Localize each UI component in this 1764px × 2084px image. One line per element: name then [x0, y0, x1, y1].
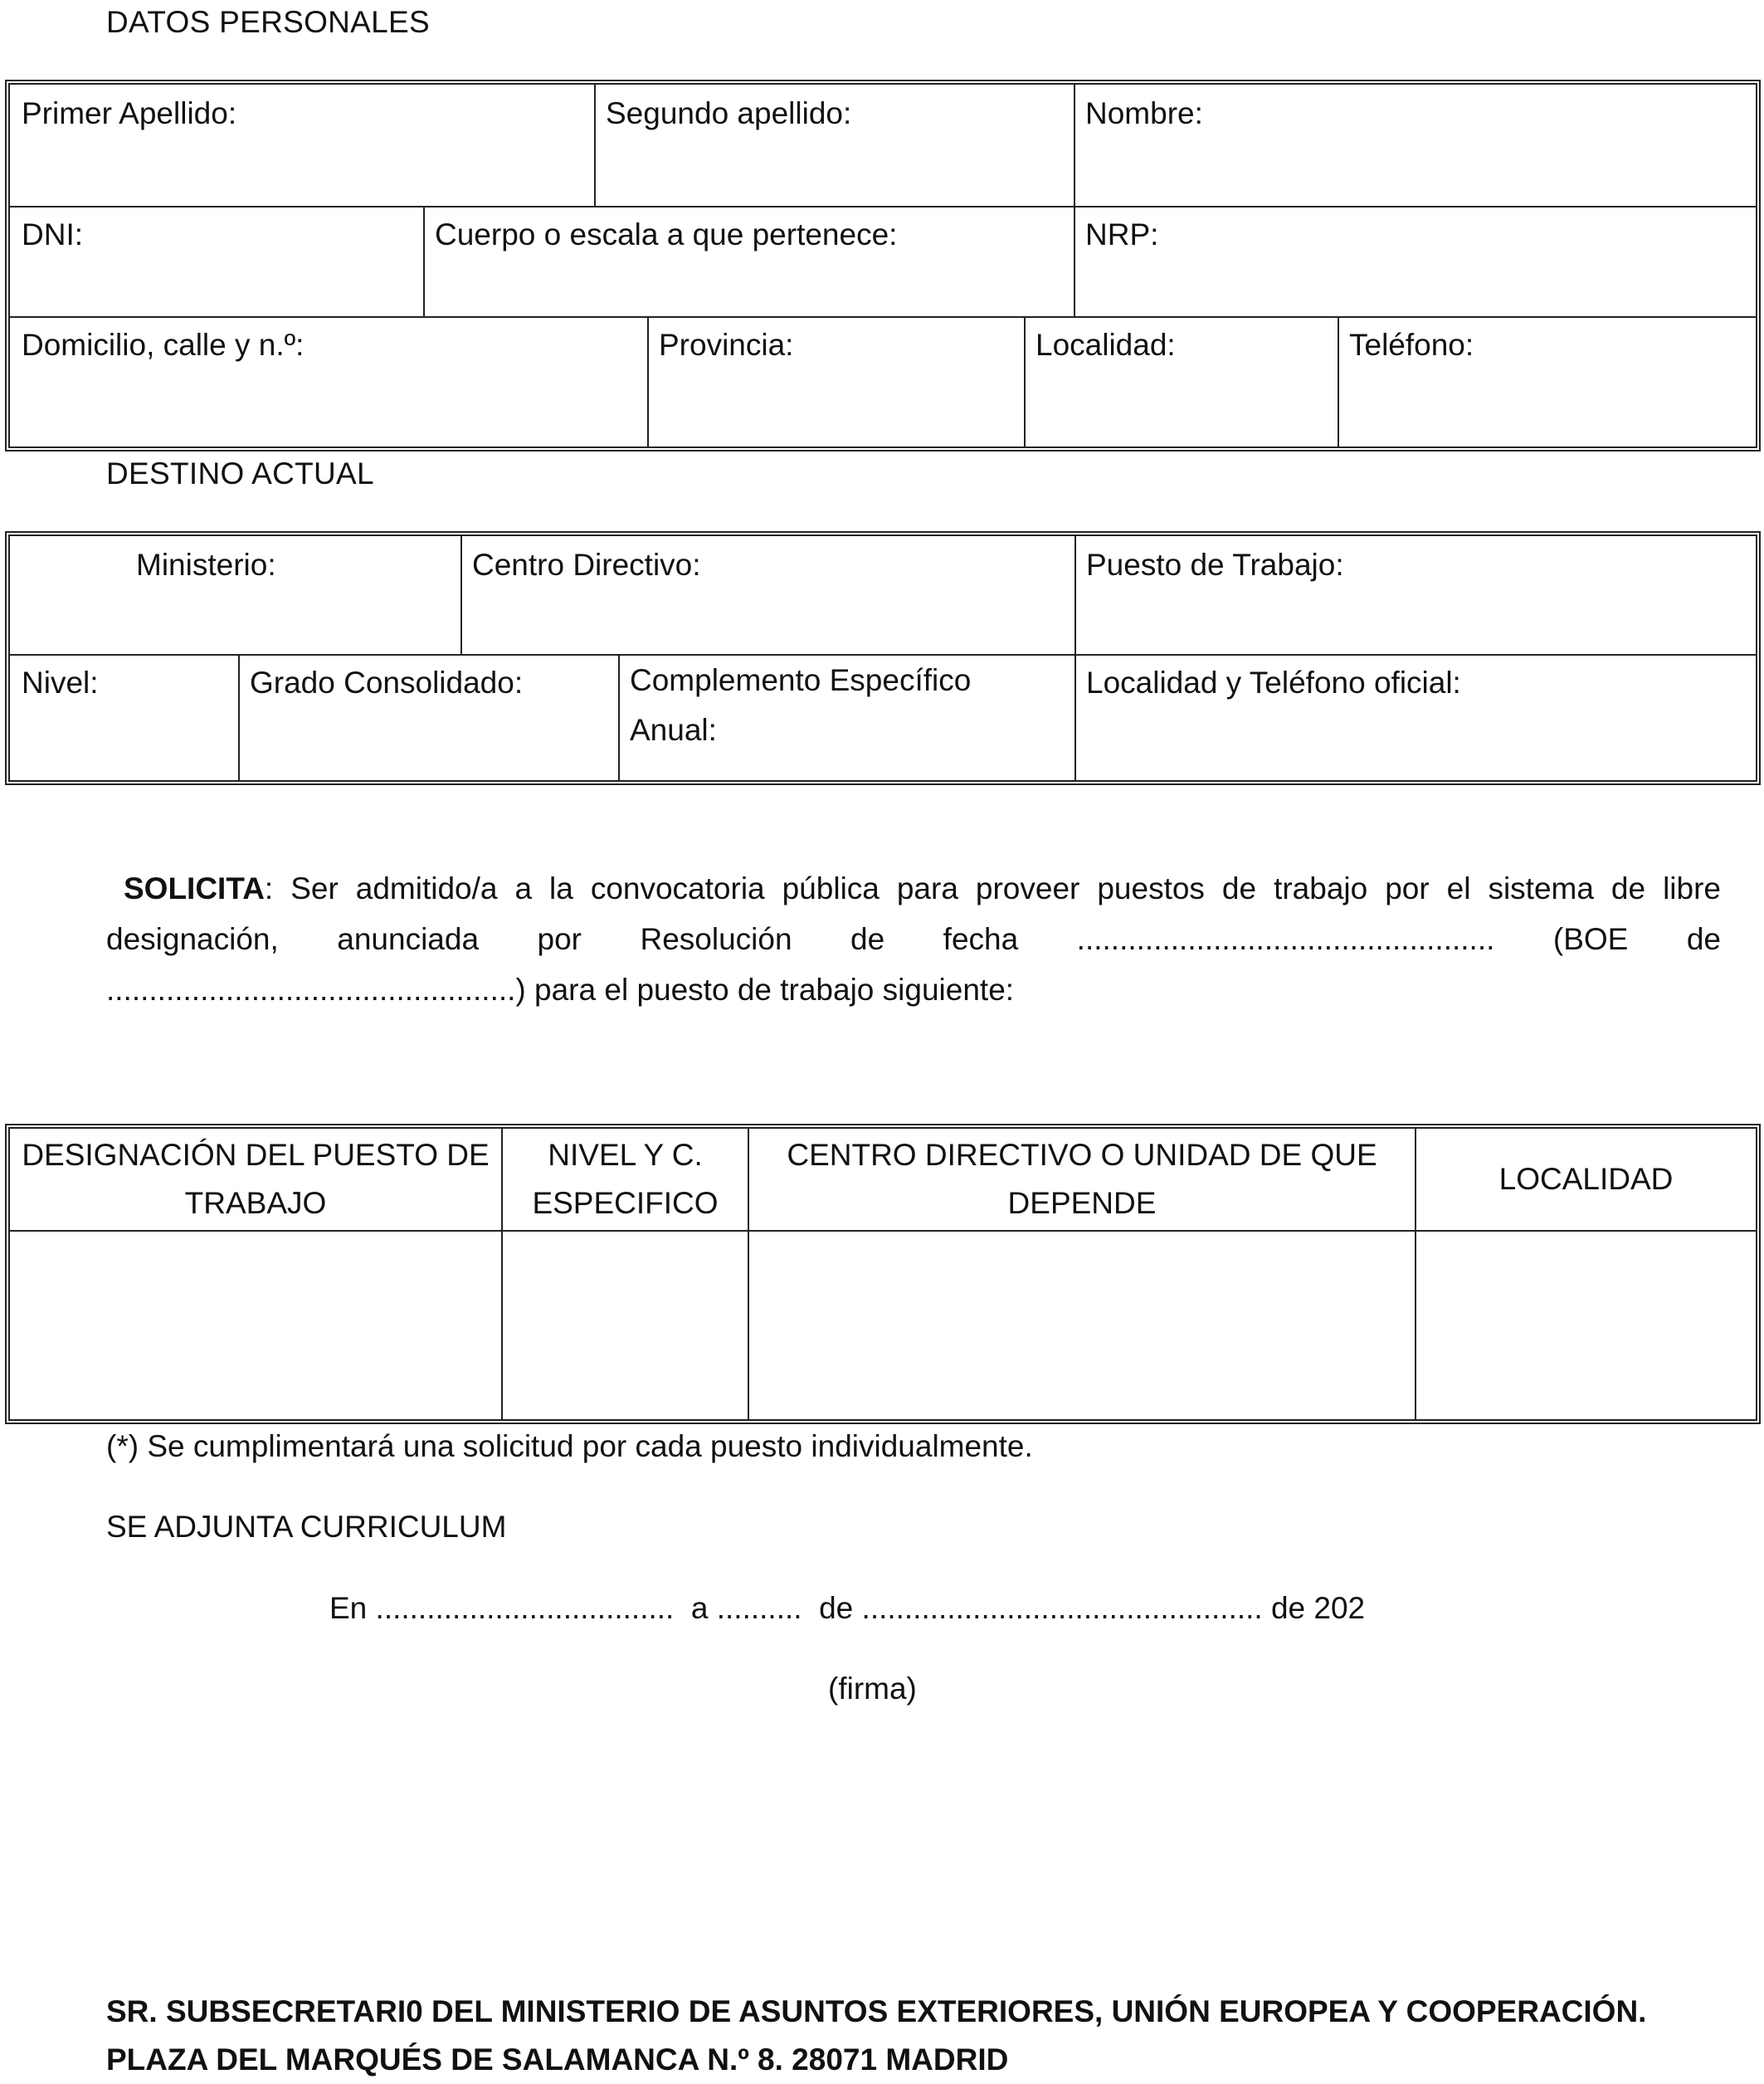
- adjunta-curriculum-text: SE ADJUNTA CURRICULUM: [106, 1510, 507, 1544]
- complemento-especifico-field[interactable]: [620, 656, 981, 762]
- cuerpo-escala-field[interactable]: Cuerpo o escala a que pertenece:: [435, 217, 898, 251]
- nivel-input-cell[interactable]: [503, 1232, 748, 1419]
- header-designacion: DESIGNACIÓN DEL PUESTO DE TRABAJO: [22, 1138, 490, 1220]
- solicita-paragraph: [106, 863, 1721, 1015]
- destino-actual-heading: DESTINO ACTUAL: [106, 456, 374, 490]
- telefono-field[interactable]: Teléfono:: [1349, 328, 1474, 362]
- domicilio-field[interactable]: Domicilio, calle y n.º:: [22, 328, 305, 362]
- destinatario-address: SR. SUBSECRETARI0 DEL MINISTERIO DE ASUNTOS EXTERIORES, UNIÓN EUROPEA Y COOPERACIÓN. PLAZA DEL MARQUÉS DE SALAMANCA N.º 8. 28071 MADRID: [106, 1994, 1647, 2077]
- datos-personales-heading: DATOS PERSONALES: [106, 5, 430, 39]
- designacion-input-cell[interactable]: [10, 1232, 501, 1419]
- complemento-especifico-line-2: Anual:: [630, 713, 717, 747]
- centro-directivo-field[interactable]: Centro Directivo:: [472, 548, 701, 582]
- centro-directivo-input-cell[interactable]: [749, 1232, 1415, 1419]
- nota-text: (*) Se cumplimentará una solicitud por cada puesto individualmente.: [106, 1429, 1033, 1463]
- fecha-linea: En ................................... a .......... de ............................................... de 202: [329, 1591, 1366, 1625]
- destino-actual-table: [5, 531, 1761, 785]
- puesto-table: [5, 1124, 1761, 1424]
- solicita-text: : Ser admitido/a a la convocatoria pública para proveer puestos de trabajo por el sistema de libre designación, anunciada por Resolución de fecha ................................................. (BOE de ................................................) para el puesto de trabajo siguiente:: [106, 871, 1721, 1007]
- nivel-field[interactable]: Nivel:: [22, 666, 99, 700]
- ministerio-field[interactable]: Ministerio:: [136, 548, 276, 582]
- firma-label: (firma): [828, 1672, 917, 1706]
- primer-apellido-field[interactable]: Primer Apellido:: [22, 96, 237, 130]
- nrp-field[interactable]: NRP:: [1085, 217, 1159, 251]
- datos-personales-table: [5, 80, 1761, 451]
- localidad-field[interactable]: Localidad:: [1035, 328, 1176, 362]
- solicita-label: SOLICITA: [124, 871, 265, 905]
- header-localidad: LOCALIDAD: [1498, 1162, 1674, 1196]
- puesto-trabajo-field[interactable]: Puesto de Trabajo:: [1086, 548, 1344, 582]
- localidad-telefono-oficial-field[interactable]: Localidad y Teléfono oficial:: [1086, 666, 1461, 700]
- nombre-field[interactable]: Nombre:: [1085, 96, 1203, 130]
- dni-field[interactable]: DNI:: [22, 217, 83, 251]
- segundo-apellido-field[interactable]: Segundo apellido:: [606, 96, 852, 130]
- header-nivel: NIVEL Y C. ESPECIFICO: [532, 1138, 719, 1220]
- header-centro-directivo: CENTRO DIRECTIVO O UNIDAD DE QUE DEPENDE: [787, 1138, 1377, 1220]
- provincia-field[interactable]: Provincia:: [659, 328, 794, 362]
- localidad-input-cell[interactable]: [1416, 1232, 1756, 1419]
- complemento-especifico-line-1: Complemento Específico: [630, 663, 972, 697]
- grado-consolidado-field[interactable]: Grado Consolidado:: [250, 666, 524, 700]
